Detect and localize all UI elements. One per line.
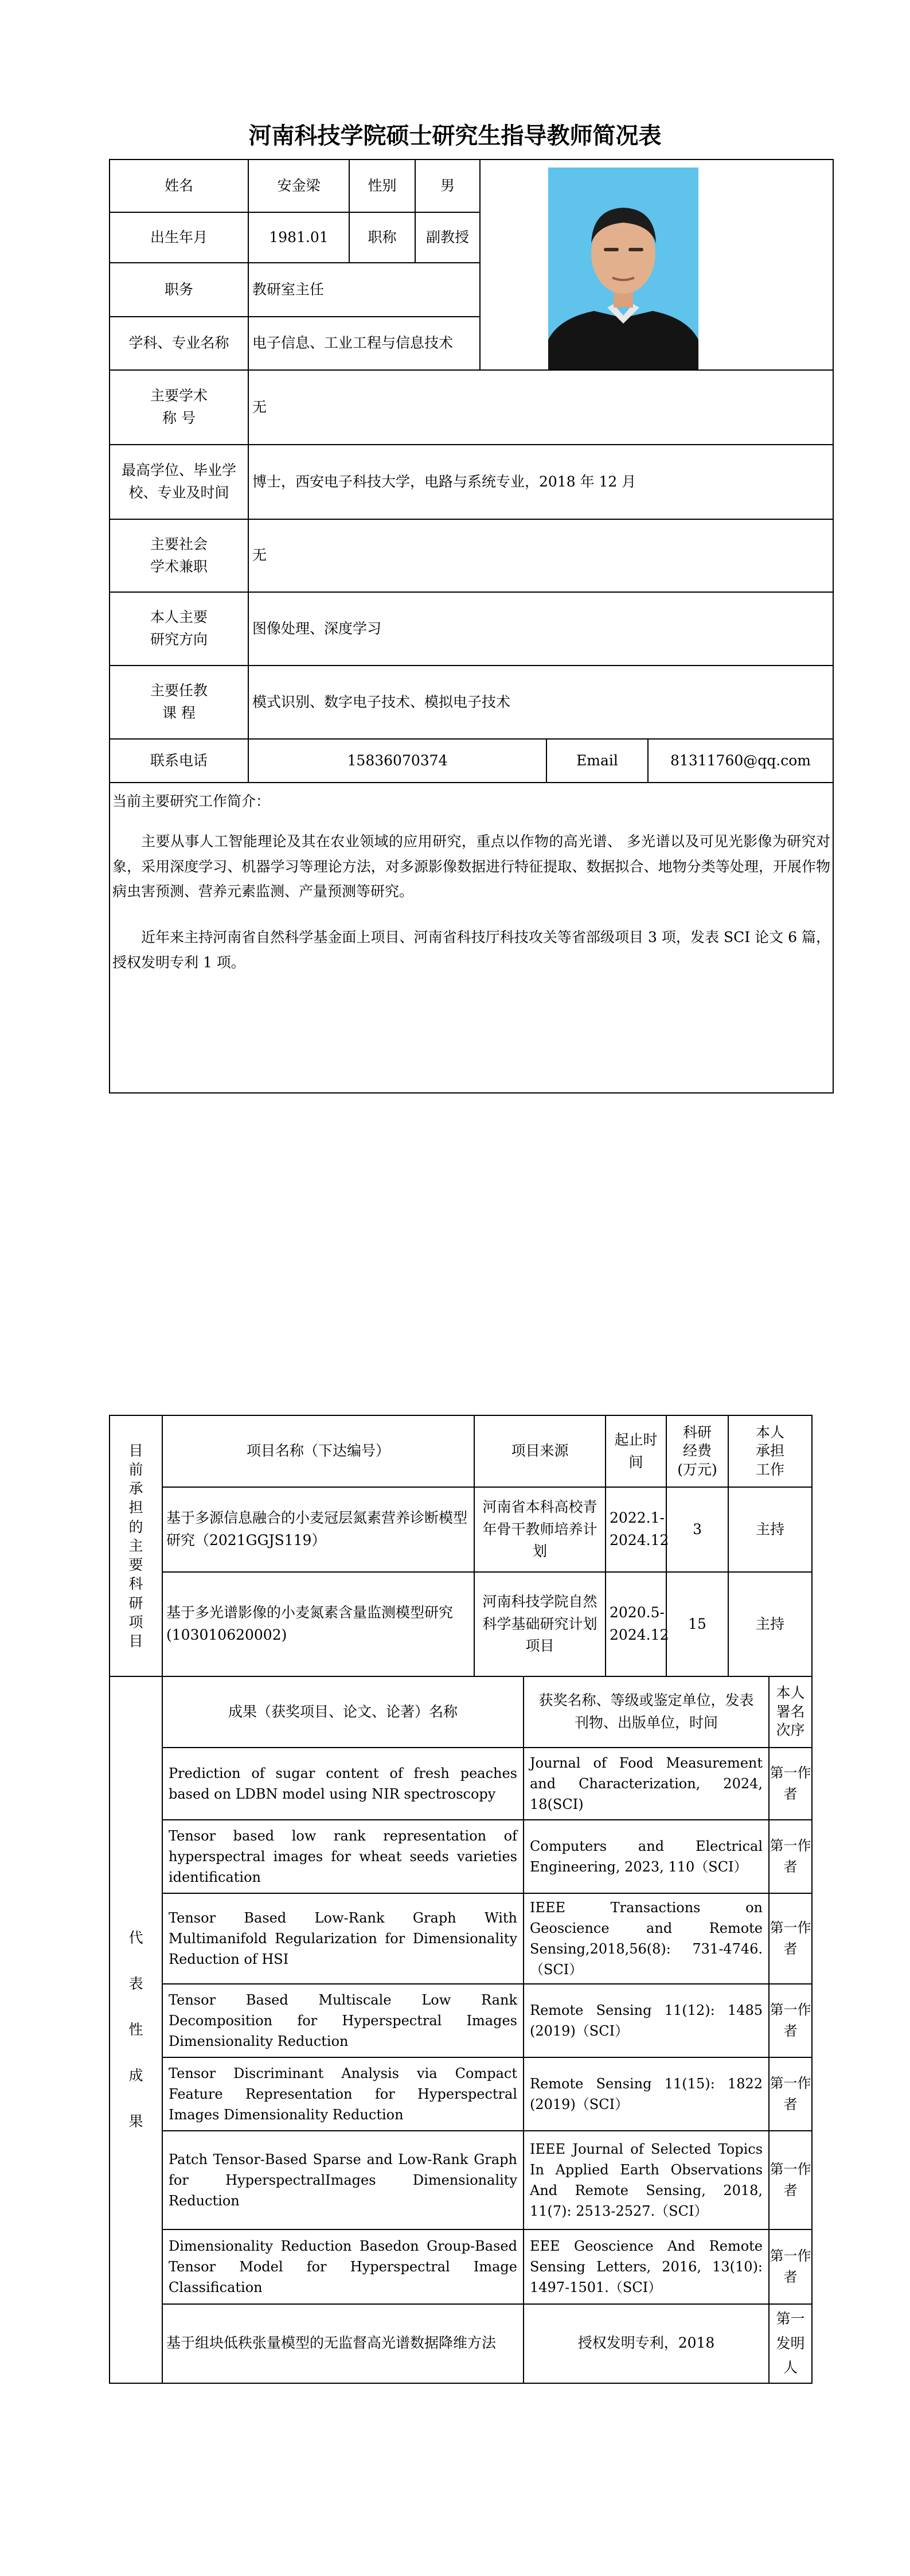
research-label-line2: 研究方向 xyxy=(150,631,208,648)
social-value: 无 xyxy=(248,519,833,592)
social-label xyxy=(110,519,248,592)
achievement-info: Remote Sensing 11(15): 1822 (2019)（SCI） xyxy=(524,2057,769,2131)
projects-header-name: 项目名称（下达编号） xyxy=(162,1415,474,1487)
projects-side-char: 科 xyxy=(128,1575,143,1593)
funding-header-line: (万元) xyxy=(677,1461,717,1478)
rank-value: 副教授 xyxy=(415,212,480,263)
achievements-side-char: 代 xyxy=(128,1929,143,1946)
project-role: 主持 xyxy=(728,1572,812,1676)
intro-heading: 当前主要研究工作简介： xyxy=(112,793,271,810)
achievement-info: Computers and Electrical Engineering, 2023, 110（SCI） xyxy=(524,1820,769,1893)
achievement-name: Tensor Based Low-Rank Graph With Multimanifold Regularization for Dimensionality Reduction of HSI xyxy=(162,1893,524,1984)
name-value: 安金梁 xyxy=(248,159,349,212)
projects-achievements-table xyxy=(109,1415,813,2384)
achievements-side-char: 果 xyxy=(128,2112,143,2130)
projects-side-label xyxy=(110,1415,162,1676)
patent-rank-line: 发明人 xyxy=(776,2334,805,2376)
academic-title-label-line1: 主要学术 xyxy=(150,387,208,404)
courses-value: 模式识别、数字电子技术、模拟电子技术 xyxy=(248,666,833,739)
position-value: 教研室主任 xyxy=(248,263,480,317)
project-role: 主持 xyxy=(728,1487,812,1572)
achievement-rank: 第一作者 xyxy=(769,2131,812,2229)
achievement-name: Prediction of sugar content of fresh peaches based on LDBN model using NIR spectroscopy xyxy=(162,1748,524,1820)
project-period-end: 2024.12 xyxy=(610,1626,669,1643)
projects-side-char: 前 xyxy=(128,1461,143,1478)
rank-label: 职称 xyxy=(349,212,415,263)
achievement-info: IEEE Transactions on Geoscience and Remote Sensing,2018,56(8): 731-4746.（SCI） xyxy=(524,1893,769,1984)
project-source: 河南科技学院自然科学基础研究计划项目 xyxy=(474,1572,606,1676)
achievements-header-info: 获奖名称、等级或鉴定单位，发表刊物、出版单位，时间 xyxy=(524,1676,769,1748)
email-label: Email xyxy=(546,739,648,783)
achievement-rank: 第一作者 xyxy=(769,1748,812,1820)
projects-header-period: 起止时间 xyxy=(606,1415,666,1487)
projects-side-char: 项 xyxy=(128,1613,143,1631)
project-name: 基于多源信息融合的小麦冠层氮素营养诊断模型研究（2021GGJS119） xyxy=(162,1487,474,1572)
discipline-value: 电子信息、工业工程与信息技术 xyxy=(248,317,480,370)
patent-info: 授权发明专利，2018 xyxy=(524,2304,769,2383)
name-label: 姓名 xyxy=(110,159,248,212)
courses-label-line2: 课 程 xyxy=(162,705,196,721)
achievements-side-label xyxy=(110,1676,162,2383)
degree-label-line2: 校、专业及时间 xyxy=(128,484,229,501)
intro-paragraph-1: 主要从事人工智能理论及其在农业领域的应用研究，重点以作物的高光谱、 多光谱以及可见光影像为研究对象，采用深度学习、机器学习等理论方法，对多源影像数据进行特征提取、数据拟合、地物分类等处理，开展作物病虫害预测、营养元素监测、产量预测等研究。 xyxy=(112,832,831,900)
project-name: 基于多光谱影像的小麦氮素含量监测模型研究(103010620002) xyxy=(162,1572,474,1676)
achievement-row xyxy=(110,1984,812,2057)
degree-label xyxy=(110,445,248,519)
achievement-name: Dimensionality Reduction Basedon Group-Based Tensor Model for Hyperspectral Image Classification xyxy=(162,2229,524,2304)
project-funding: 15 xyxy=(666,1572,728,1676)
position-label: 职务 xyxy=(110,263,248,317)
project-period-start: 2020.5- xyxy=(610,1604,665,1621)
achievements-side-char: 性 xyxy=(128,2021,143,2038)
academic-title-value: 无 xyxy=(248,370,833,445)
achievement-row xyxy=(110,2229,812,2304)
patent-rank-line: 第一 xyxy=(776,2310,805,2327)
achievements-side-char: 表 xyxy=(128,1975,143,1992)
birth-label: 出生年月 xyxy=(110,212,248,263)
funding-header-line: 科研 xyxy=(683,1423,712,1441)
patent-row xyxy=(110,2304,812,2383)
achievement-name: Tensor Based Multiscale Low Rank Decomposition for Hyperspectral Images Dimensionality Reduction xyxy=(162,1984,524,2057)
achievement-info: IEEE Journal of Selected Topics In Applied Earth Observations And Remote Sensing, 2018, 11(7): 2513-2527.（SCI） xyxy=(524,2131,769,2229)
achievement-name: Tensor Discriminant Analysis via Compact Feature Representation for Hyperspectral Images Dimensionality Reduction xyxy=(162,2057,524,2131)
discipline-label: 学科、专业名称 xyxy=(110,317,248,370)
projects-side-char: 的 xyxy=(128,1518,143,1535)
portrait-photo xyxy=(548,168,698,369)
research-intro xyxy=(110,783,833,1093)
role-header-line: 承担 xyxy=(756,1442,785,1460)
intro-paragraph-2: 近年来主持河南省自然科学基金面上项目、河南省科技厅科技攻关等省部级项目 3 项，发表 SCI 论文 6 篇，授权发明专利 1 项。 xyxy=(112,929,831,971)
achievement-rank: 第一作者 xyxy=(769,1820,812,1893)
achievement-rank: 第一作者 xyxy=(769,1984,812,2057)
projects-side-char: 主 xyxy=(128,1537,143,1554)
patent-rank xyxy=(769,2304,812,2383)
gender-value: 男 xyxy=(415,159,480,212)
projects-side-char: 要 xyxy=(128,1557,143,1574)
project-funding: 3 xyxy=(666,1487,728,1572)
project-period xyxy=(606,1572,669,1676)
social-label-line2: 学术兼职 xyxy=(150,558,208,575)
research-value: 图像处理、深度学习 xyxy=(248,592,833,666)
project-period-end: 2024.12 xyxy=(610,1532,669,1548)
achievements-header-name: 成果（获奖项目、论文、论著）名称 xyxy=(162,1676,524,1748)
rank-header-line: 本人 xyxy=(776,1684,805,1702)
birth-value: 1981.01 xyxy=(248,212,349,263)
projects-side-char: 目 xyxy=(128,1633,143,1650)
achievement-info: EEE Geoscience And Remote Sensing Letters, 2016, 13(10): 1497-1501.（SCI） xyxy=(524,2229,769,2304)
projects-side-char: 目 xyxy=(128,1442,143,1459)
achievement-name: Patch Tensor-Based Sparse and Low-Rank Graph for HyperspectralImages Dimensionality Reduction xyxy=(162,2131,524,2229)
phone-value: 15836070374 xyxy=(248,739,546,783)
project-period xyxy=(606,1487,669,1572)
courses-label-line1: 主要任教 xyxy=(150,682,208,699)
research-label-line1: 本人主要 xyxy=(150,609,208,626)
project-row xyxy=(110,1572,812,1676)
projects-side-char: 担 xyxy=(128,1499,143,1516)
project-period-start: 2022.1- xyxy=(610,1509,665,1527)
achievement-info: Remote Sensing 11(12): 1485 (2019)（SCI） xyxy=(524,1984,769,2057)
achievement-rank: 第一作者 xyxy=(769,2057,812,2131)
academic-title-label-line2: 称 号 xyxy=(162,410,196,426)
achievement-row xyxy=(110,2057,812,2131)
project-source: 河南省本科高校青年骨干教师培养计划 xyxy=(474,1487,606,1572)
phone-label: 联系电话 xyxy=(110,739,248,783)
portrait-illustration xyxy=(548,168,698,369)
academic-title-label xyxy=(110,370,248,445)
gender-label: 性别 xyxy=(349,159,415,212)
achievement-rank: 第一作者 xyxy=(769,1893,812,1984)
achievement-name: Tensor based low rank representation of hyperspectral images for wheat seeds varieties identification xyxy=(162,1820,524,1893)
patent-name: 基于组块低秩张量模型的无监督高光谱数据降维方法 xyxy=(162,2304,524,2383)
degree-label-line1: 最高学位、毕业学 xyxy=(121,462,236,479)
achievement-row xyxy=(110,1893,812,1984)
page-title: 河南科技学院硕士研究生指导教师简况表 xyxy=(248,123,662,149)
projects-side-char: 研 xyxy=(128,1594,143,1612)
projects-side-char: 承 xyxy=(128,1480,143,1497)
role-header-line: 工作 xyxy=(756,1461,785,1478)
projects-header-role xyxy=(728,1415,812,1487)
degree-value: 博士，西安电子科技大学，电路与系统专业，2018 年 12 月 xyxy=(248,445,833,519)
achievement-rank: 第一作者 xyxy=(769,2229,812,2304)
achievement-row xyxy=(110,1820,812,1893)
achievements-side-char: 成 xyxy=(128,2067,143,2084)
funding-header-line: 经费 xyxy=(683,1442,712,1460)
project-row xyxy=(110,1487,812,1572)
achievement-row xyxy=(110,1748,812,1820)
photo-cell xyxy=(480,159,833,370)
social-label-line1: 主要社会 xyxy=(150,535,208,552)
profile-table xyxy=(109,159,834,1094)
research-label xyxy=(110,592,248,666)
role-header-line: 本人 xyxy=(756,1423,785,1441)
projects-header-source: 项目来源 xyxy=(474,1415,606,1487)
rank-header-line: 次序 xyxy=(776,1722,805,1739)
achievement-row xyxy=(110,2131,812,2229)
email-value: 81311760@qq.com xyxy=(648,739,833,783)
rank-header-line: 署名 xyxy=(776,1703,805,1720)
achievement-info: Journal of Food Measurement and Characterization, 2024, 18(SCI) xyxy=(524,1748,769,1820)
projects-header-funding xyxy=(666,1415,728,1487)
achievements-header-rank xyxy=(769,1676,812,1748)
courses-label xyxy=(110,666,248,739)
